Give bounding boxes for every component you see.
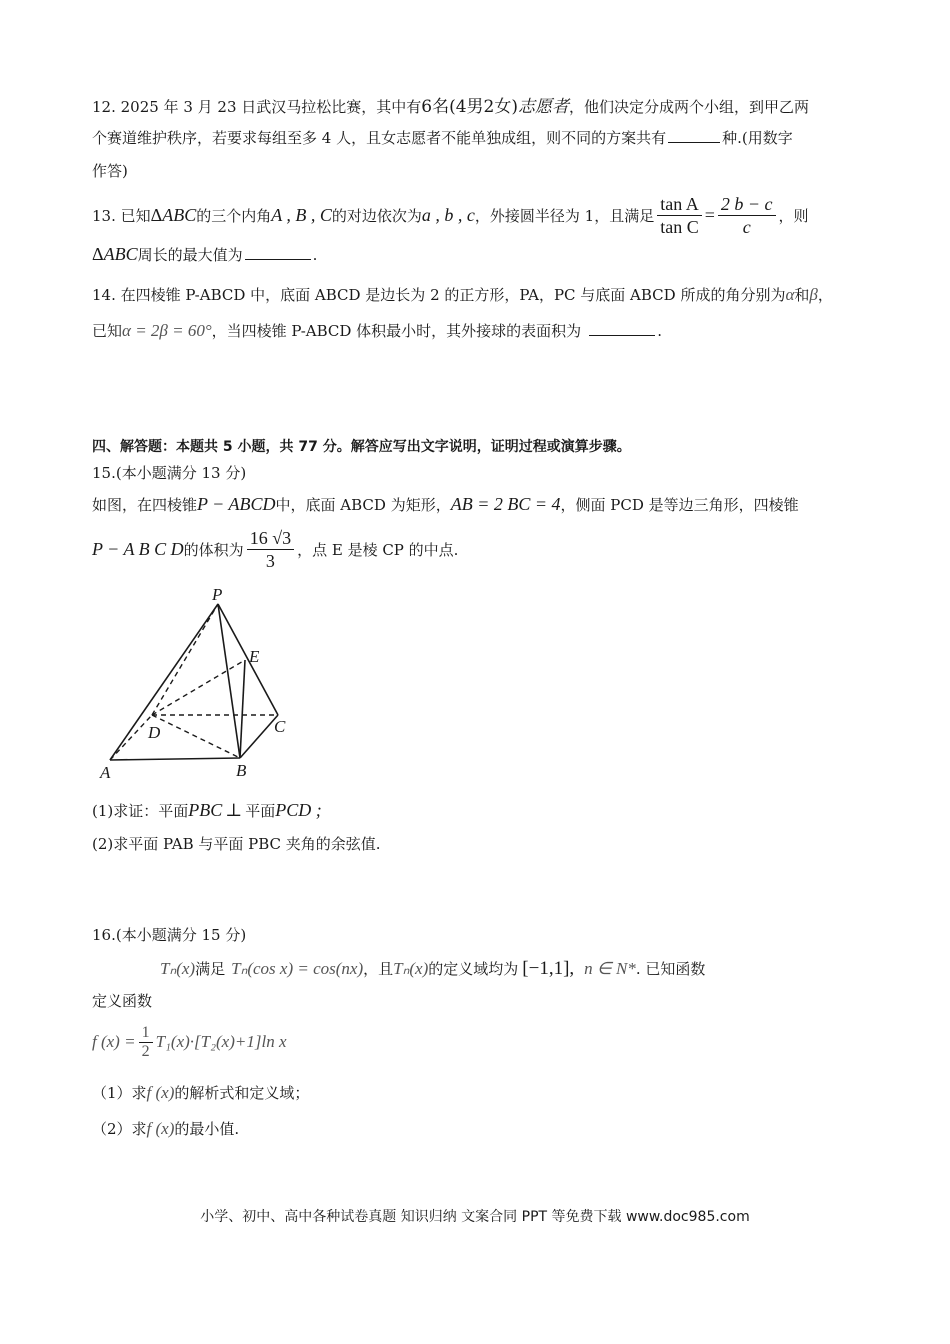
- q16-p2-end: 的最小值.: [174, 1120, 240, 1138]
- q12-text-b: 6名: [421, 97, 450, 117]
- q13-answer-blank: [245, 258, 311, 260]
- q15-p1-text: (1)求证：平面: [92, 802, 189, 820]
- q15-pabcd-2: P − A B C D: [92, 538, 184, 559]
- label-b: B: [236, 761, 247, 780]
- q15-part2: (2)求平面 PAB 与平面 PBC 夹角的余弦值.: [92, 835, 381, 853]
- q16-p1-text: （1）求: [92, 1084, 147, 1102]
- q15-line1: [92, 494, 799, 515]
- q14-beta: β: [809, 285, 818, 304]
- q16-p2-fx: f (x): [146, 1119, 175, 1138]
- edge-ab: [110, 758, 240, 760]
- q12-text-a: 12. 2025 年 3 月 23 日武汉马拉松比赛，其中有: [92, 98, 422, 116]
- q16-line1: [160, 958, 705, 980]
- q13-frac-sides: [718, 193, 776, 238]
- q13-text-e: ，则: [778, 206, 809, 225]
- q15-p1-perp: ⊥: [225, 800, 243, 820]
- q14-text-2: ，当四棱锥 P-ABCD 体积最小时，其外接球的表面积为: [211, 322, 582, 340]
- edge-ad-dashed: [110, 715, 152, 760]
- edge-eb: [240, 660, 245, 758]
- q15-volume-text: 的体积为: [183, 540, 244, 559]
- q16-and: ，且: [363, 960, 394, 978]
- q16-half: [139, 1024, 153, 1061]
- label-a: A: [100, 763, 111, 782]
- label-p: P: [212, 585, 223, 604]
- q16-n-condition: n ∈ N*: [584, 959, 636, 978]
- q16-define: 定义函数: [92, 992, 153, 1010]
- q13-frac1-den: tan C: [660, 216, 699, 237]
- q12-line2-end: 种.(用数字: [722, 129, 793, 147]
- q14-condition: α = 2β = 60°: [122, 321, 212, 340]
- q16-interval: [−1,1],: [522, 958, 575, 979]
- q12-answer-blank: [668, 141, 720, 143]
- pyramid-figure: [90, 582, 310, 782]
- edge-pc: [218, 604, 278, 715]
- q13-triangle-symbol: Δ: [150, 204, 163, 225]
- q16-p1-fx: f (x): [146, 1083, 175, 1102]
- label-c: C: [274, 717, 286, 736]
- q15-midpoint-text: ，点 E 是棱 CP 的中点.: [297, 540, 459, 559]
- section-4-heading: 四、解答题：本题共 5 小题，共 77 分。解答应写出文字说明，证明过程或演算步骤。: [92, 439, 631, 455]
- q16-satisfy: 满足: [195, 960, 226, 978]
- label-e: E: [249, 647, 260, 666]
- q16-domain-text: 的定义域均为: [428, 960, 519, 978]
- q13-frac2-num: 2 b − c: [718, 193, 776, 216]
- q13-prefix: 13. 已知: [92, 206, 151, 225]
- q14-known: 已知: [92, 322, 123, 340]
- q13-sides: a , b , c: [421, 204, 475, 225]
- q14-line2: [92, 320, 662, 341]
- q14-text: 14. 在四棱锥 P-ABCD 中，底面 ABCD 是边长为 2 的正方形，PA，PC 与底面 ABCD 所成的角分别为: [92, 286, 786, 304]
- q13-line1: [92, 190, 809, 240]
- q12-text-c: (4男2女): [449, 97, 519, 117]
- q16-half-den: 2: [141, 1042, 150, 1060]
- q12-line2: [92, 127, 793, 148]
- q16-heading: 16.(本小题满分 15 分): [92, 926, 247, 944]
- q14-end: .: [657, 322, 662, 340]
- q12-text-e: ，他们决定分成两个小组，到甲乙两: [569, 98, 810, 116]
- edge-bc: [240, 715, 278, 758]
- q16-part2: [92, 1118, 239, 1139]
- q13-text-c: 的对边依次为: [331, 206, 422, 225]
- q16-fx-rhs: T₁(x)·[T₂(x)+1]ln x: [155, 1032, 287, 1051]
- q14-and: 和: [794, 286, 810, 304]
- footer-download-notice: 小学、初中、高中各种试卷真题 知识归纳 文案合同 PPT 等免费下载 www.doc985.com: [200, 1209, 750, 1225]
- q16-tn-2: Tₙ(x): [393, 959, 429, 978]
- q12-line2-text: 个赛道维护秩序，若要求每组至多 4 人，且女志愿者不能单独成组，则不同的方案共有: [92, 129, 667, 147]
- q16-function: [92, 1018, 287, 1066]
- q13-text-b: 的三个内角: [196, 206, 272, 225]
- edge-de-dashed: [152, 660, 245, 715]
- q14-answer-blank: [589, 334, 655, 336]
- q13-abc-2: ABC: [103, 244, 138, 264]
- q15-text-c: ，侧面 PCD 是等边三角形，四棱锥: [560, 496, 799, 514]
- q13-perimeter-text: 周长的最大值为: [137, 246, 243, 264]
- q15-pabcd: P − ABCD: [197, 494, 276, 514]
- q15-heading: 15.(本小题满分 13 分): [92, 464, 247, 482]
- q14-alpha: α: [785, 285, 795, 304]
- q13-triangle-symbol-2: Δ: [92, 244, 104, 264]
- q13-end: .: [312, 246, 318, 264]
- q13-line2: [92, 244, 317, 265]
- q16-half-num: 1: [139, 1024, 153, 1043]
- q15-ab-bc: AB = 2 BC = 4: [450, 494, 561, 514]
- q14-line1: [92, 284, 833, 305]
- q16-part1: [92, 1082, 309, 1103]
- edge-pd-dashed: [152, 604, 218, 715]
- q15-part1: [92, 800, 322, 821]
- q15-vol-den: 3: [265, 550, 275, 571]
- q13-abc: ABC: [162, 204, 197, 225]
- q13-equals: =: [704, 204, 715, 225]
- edge-pb: [218, 604, 240, 758]
- q15-p1-pcd: PCD ;: [275, 800, 322, 820]
- edge-db-dashed: [152, 715, 240, 758]
- q15-line2: [92, 524, 458, 574]
- q15-text-a: 如图，在四棱锥: [92, 496, 198, 514]
- q16-tcos: Tₙ(cos x) = cos(nx): [231, 959, 364, 978]
- q15-volume-frac: [247, 527, 294, 572]
- q12-line3: 作答): [92, 162, 128, 180]
- q16-fx-lhs: f (x) =: [92, 1032, 136, 1051]
- q15-vol-num: 16 √3: [247, 527, 294, 550]
- q13-frac1-num: tan A: [657, 193, 702, 216]
- edge-pa: [110, 604, 218, 760]
- label-d: D: [148, 723, 161, 742]
- q16-p2-text: （2）求: [92, 1120, 147, 1138]
- q15-p1-pbc: PBC: [188, 800, 223, 820]
- q15-p1-plane: 平面: [245, 802, 276, 820]
- q16-p1-end: 的解析式和定义域；: [174, 1084, 310, 1102]
- q13-frac2-den: c: [742, 216, 751, 237]
- q16-tn: Tₙ(x): [160, 959, 196, 978]
- q15-text-b: 中，底面 ABCD 为矩形，: [275, 496, 451, 514]
- q12-volunteers: 志愿者: [518, 97, 570, 117]
- q13-angles: A , B , C: [271, 204, 332, 225]
- q12-line1: [92, 92, 809, 117]
- q13-frac-tan: [657, 193, 702, 238]
- q16-known: . 已知函数: [635, 960, 706, 978]
- q13-text-d: ，外接圆半径为 1，且满足: [474, 206, 655, 225]
- q14-comma: ，: [817, 286, 833, 304]
